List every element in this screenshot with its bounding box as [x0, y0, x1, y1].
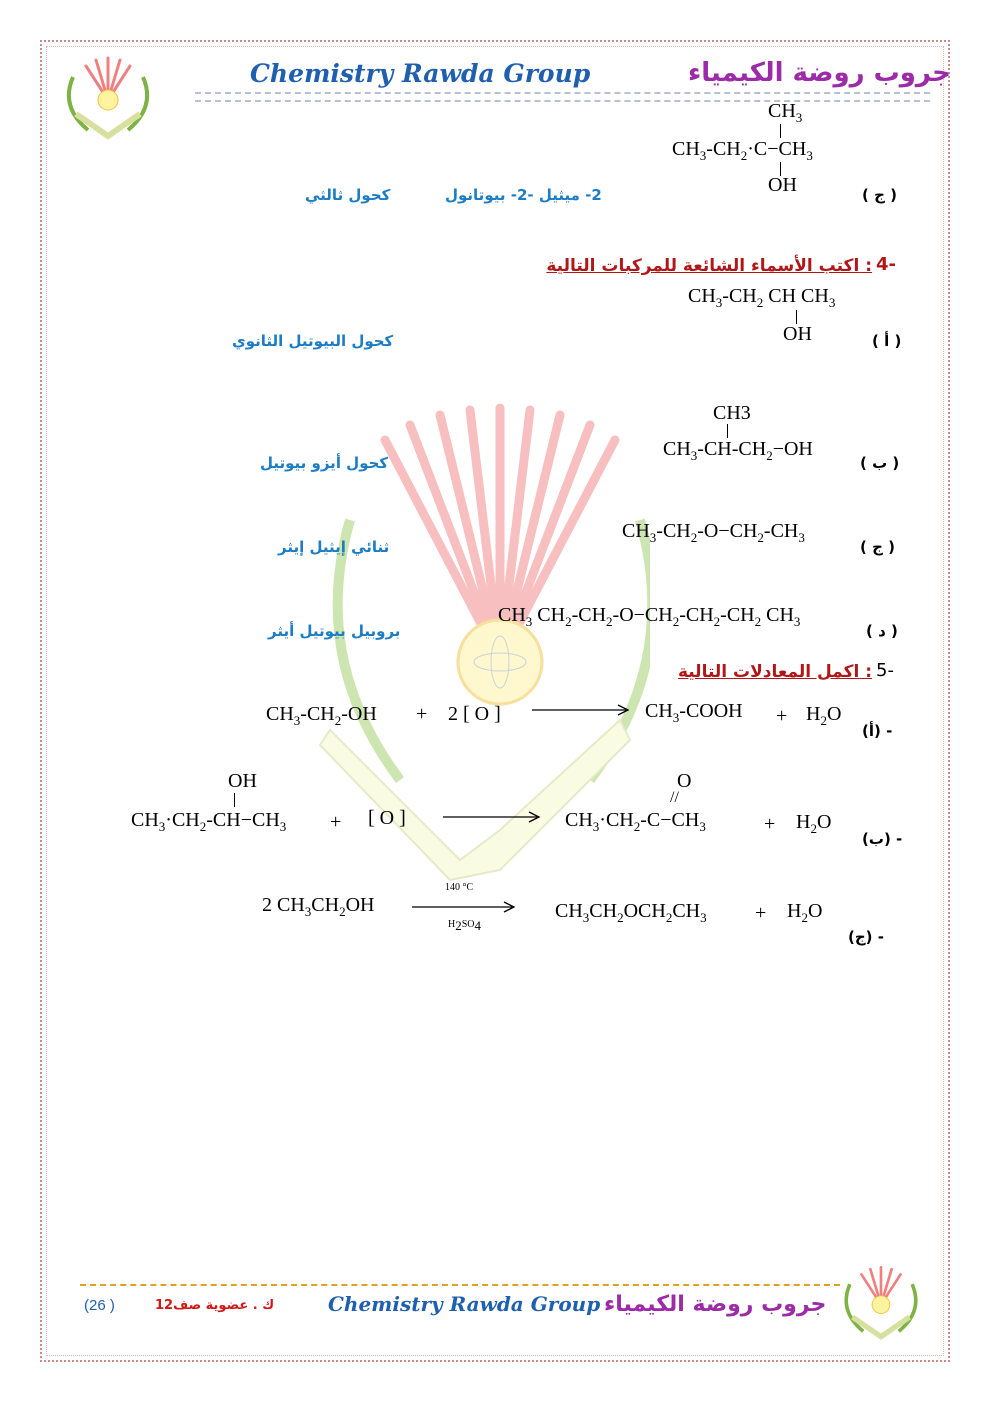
eq-a-product2: $H_2O$ — [806, 703, 842, 728]
formula-4b-top: CH3 — [713, 402, 751, 424]
eq-b-reactant1-top: OH — [228, 770, 257, 792]
eq-b-product2: $H_2O$ — [796, 811, 832, 836]
label-5c: (ج) - — [848, 928, 884, 946]
arrow-icon — [412, 900, 518, 914]
formula-c-top: $CH_3$ — [768, 100, 803, 125]
eq-c-reactant1: 2 $CH_3CH_2OH$ — [262, 894, 375, 919]
eq-a-plus2: + — [776, 705, 788, 727]
header-title-ar: جروب روضة الكيمياء — [688, 58, 951, 88]
formula-4c: $CH_3-CH_2-O-CH_2-CH_3$ — [622, 520, 805, 545]
arrow-icon — [532, 703, 632, 717]
formula-c-bottom: OH — [768, 174, 797, 196]
q4-title-wrap — [520, 256, 872, 276]
eq-b-reactant2: [ O ] — [368, 807, 406, 829]
answer-4a: كحول البيوتيل الثانوي — [232, 332, 394, 350]
answer-4c: ثنائي إيثيل إيثر — [278, 538, 390, 556]
arrow-icon — [443, 810, 543, 824]
header-logo-icon — [58, 52, 158, 147]
eq-c-condition-bottom: $H_2SO_4$ — [448, 918, 482, 933]
bond-line — [796, 310, 797, 324]
formula-4b: $CH_3-CH-CH_2-OH$ — [663, 438, 813, 463]
eq-a-plus: + — [416, 703, 428, 725]
formula-4a-oh: OH — [783, 323, 812, 345]
label-4c: ( ج ) — [860, 538, 895, 556]
q5-number: 5- — [876, 660, 894, 681]
bond-line — [780, 124, 781, 138]
bond-line — [234, 793, 235, 807]
label-4b: ( ب ) — [860, 454, 900, 472]
answer-c-iupac: 2- ميثيل -2- بيوتانول — [445, 186, 602, 204]
label-5b: (ب) - — [862, 830, 903, 848]
formula-4d: $CH_3$ $CH_2-CH_2-O-CH_2-CH_2-CH_2$ $CH_3$ — [498, 604, 801, 629]
header-divider — [195, 92, 930, 102]
watermark-logo — [290, 400, 650, 920]
eq-b-plus2: + — [764, 813, 776, 835]
formula-c-main: $CH_3-CH_2\cdot C-CH_3$ — [672, 138, 813, 163]
formula-4a: $CH_3-CH_2$ CH $CH_3$ — [688, 285, 836, 310]
footer-title-en: Chemistry Rawda Group — [328, 1292, 601, 1316]
footer-divider — [80, 1284, 840, 1286]
q4-number: 4- — [876, 254, 896, 275]
footer-course: ك . عضوية صف12 — [155, 1298, 275, 1313]
double-bond-icon: // — [670, 789, 679, 806]
eq-c-product2: $H_2O$ — [787, 900, 823, 925]
footer-logo-icon — [836, 1262, 926, 1347]
eq-b-product1: $CH_3\cdot CH_2-C-CH_3$ — [565, 809, 706, 834]
answer-4d: بروبيل بيوتيل أيثر — [268, 622, 401, 640]
eq-c-condition-top: 140 °C — [445, 882, 474, 893]
label-5a: (أ) - — [862, 722, 893, 740]
bond-line — [727, 424, 728, 438]
footer-title-ar: جروب روضة الكيمياء — [604, 1292, 827, 1317]
answer-4b: كحول أيزو بيوتيل — [260, 454, 389, 472]
q4-title: اكتب الأسماء الشائعة للمركبات التالية : — [546, 256, 872, 276]
eq-b-reactant1: $CH_3\cdot CH_2-CH-CH_3$ — [131, 809, 287, 834]
eq-a-reactant2: 2 [ O ] — [448, 703, 501, 725]
answer-c-class: كحول ثالثي — [305, 186, 391, 204]
q5-title-wrap — [640, 662, 872, 682]
label-c: ( ج ) — [862, 186, 897, 204]
eq-b-plus: + — [330, 811, 342, 833]
eq-c-product1: $CH_3CH_2OCH_2CH_3$ — [555, 900, 707, 925]
eq-c-plus2: + — [755, 902, 767, 924]
eq-b-product1-top: O — [677, 770, 692, 792]
footer-page-number: (26 ) — [84, 1297, 115, 1314]
label-4d: ( د ) — [866, 622, 898, 640]
label-4a: ( أ ) — [872, 332, 902, 350]
q5-title: اكمل المعادلات التالية : — [677, 662, 872, 682]
header-title-en: Chemistry Rawda Group — [250, 59, 591, 88]
eq-a-reactant1: $CH_3-CH_2-OH$ — [266, 703, 377, 728]
eq-a-product1: $CH_3$-COOH — [645, 700, 743, 725]
